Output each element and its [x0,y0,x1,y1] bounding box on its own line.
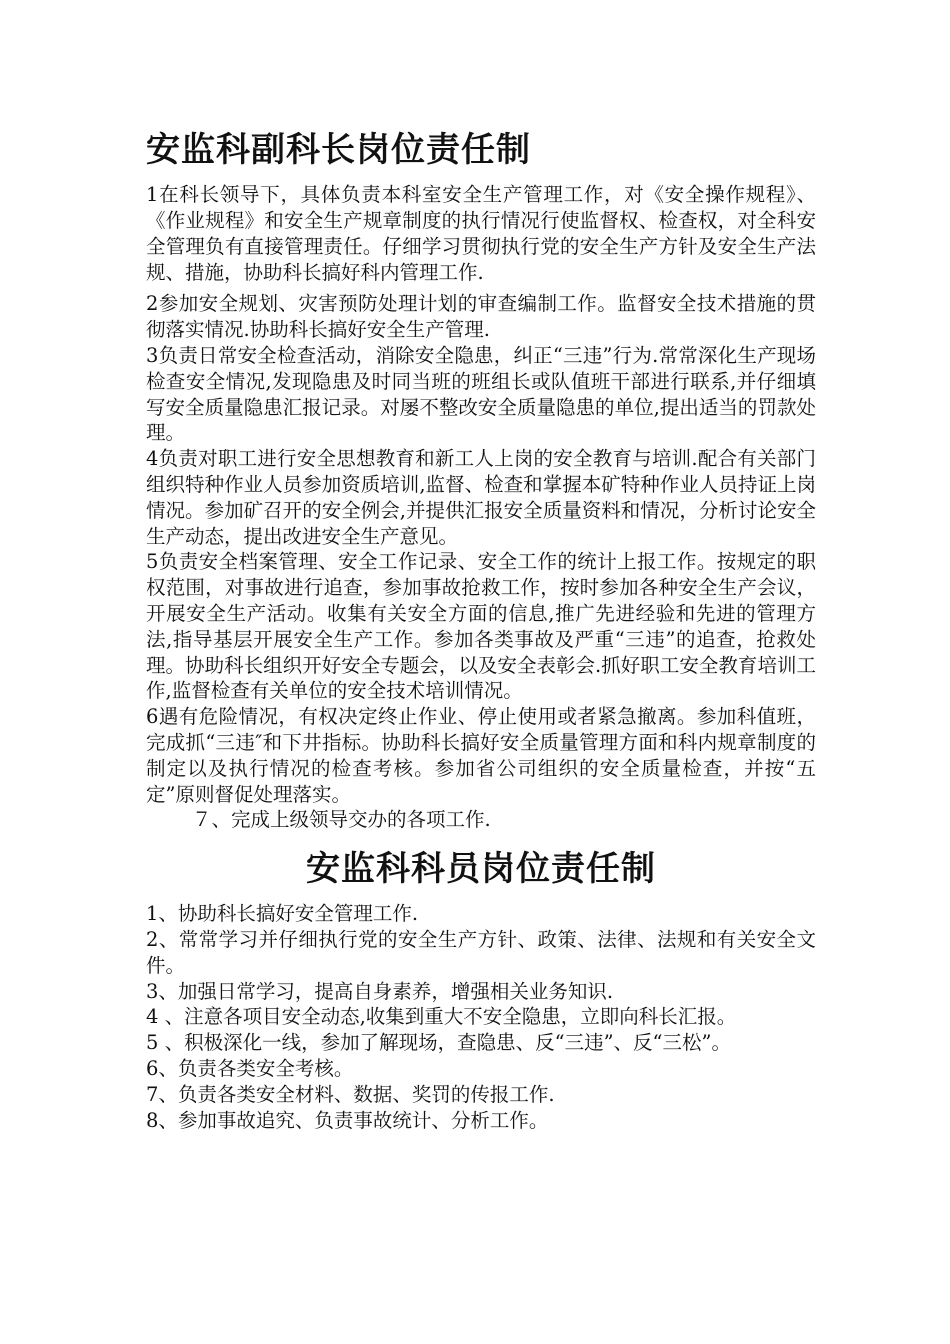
section2-item-7: 7、负责各类安全材料、数据、奖罚的传报工作. [146,1082,555,1106]
section1-item-5: 5负责安全档案管理、安全工作记录、安全工作的统计上报工作。按规定的职权范围，对事故进行追查，参加事故抢救工作，按时参加各种安全生产会议，开展安全生产活动。收集有关安全方面的信息,推广先进经验和先进的管理方法,指导基层开展安全生产工作。参加各类事故及严重“三违”的追查，抢救处理。协助科长组织开好安全专题会，以及安全表彰会.抓好职工安全教育培训工作,监督检查有关单位的安全技术培训情况。 [146,550,816,703]
section1-item-2: 2参加安全规划、灾害预防处理计划的审查编制工作。监督安全技术措施的贯彻落实情况.协助科长搞好安全生产管理. [146,292,816,342]
section2-item-5: 5 、积极深化一线，参加了解现场，查隐患、反“三违”、反“三松”。 [146,1031,731,1055]
section1-item-6: 6遇有危险情况，有权决定终止作业、停止使用或者紧急撤离。参加科值班，完成抓“三违″和下井指标。协助科长搞好安全质量管理方面和科内规章制度的制定以及执行情况的检查考核。参加省公司组织的安全质量检查，并按“五定”原则督促处理落实。 [146,705,816,806]
section1-title: 安监科副科长岗位责任制 [146,130,531,170]
section1-item-4: 4负责对职工进行安全思想教育和新工人上岗的安全教育与培训.配合有关部门组织特种作业人员参加资质培训,监督、检查和掌握本矿特种作业人员持证上岗情况。参加矿召开的安全例会,并提供汇报安全质量资料和情况，分析讨论安全生产动态，提出改进安全生产意见。 [146,447,816,548]
section2-item-8: 8、参加事故追究、负责事故统计、分析工作。 [146,1108,549,1132]
section2-item-1: 1、协助科长搞好安全管理工作. [146,902,419,926]
section1-item-7: ７、完成上级领导交办的各项工作. [192,808,491,832]
section2-item-2: 2、常常学习并仔细执行党的安全生产方针、政策、法律、法规和有关安全文件。 [146,928,816,977]
document-page [146,120,816,1133]
section2-item-3: 3、加强日常学习，提高自身素养，增强相关业务知识. [146,979,614,1003]
section2-item-4: 4 、注意各项目安全动态,收集到重大不安全隐患，立即向科长汇报。 [146,1005,737,1029]
section2-item-6: 6、负责各类安全考核。 [146,1057,354,1081]
section2-title: 安监科科员岗位责任制 [306,849,656,890]
section1-item-1: 1在科长领导下，具体负责本科室安全生产管理工作，对《安全操作规程》、《作业规程》和安全生产规章制度的执行情况行使监督权、检查权，对全科安全管理负有直接管理责任。仔细学习贯彻执行党的安全生产方针及安全生产法规、措施，协助科长搞好科内管理工作. [146,183,816,284]
section1-item-3: 3负责日常安全检查活动，消除安全隐患，纠正“三违”行为.常常深化生产现场检查安全情况,发现隐患及时同当班的班组长或队值班干部进行联系,并仔细填写安全质量隐患汇报记录。对屡不整改安全质量隐患的单位,提出适当的罚款处理。 [146,343,816,445]
